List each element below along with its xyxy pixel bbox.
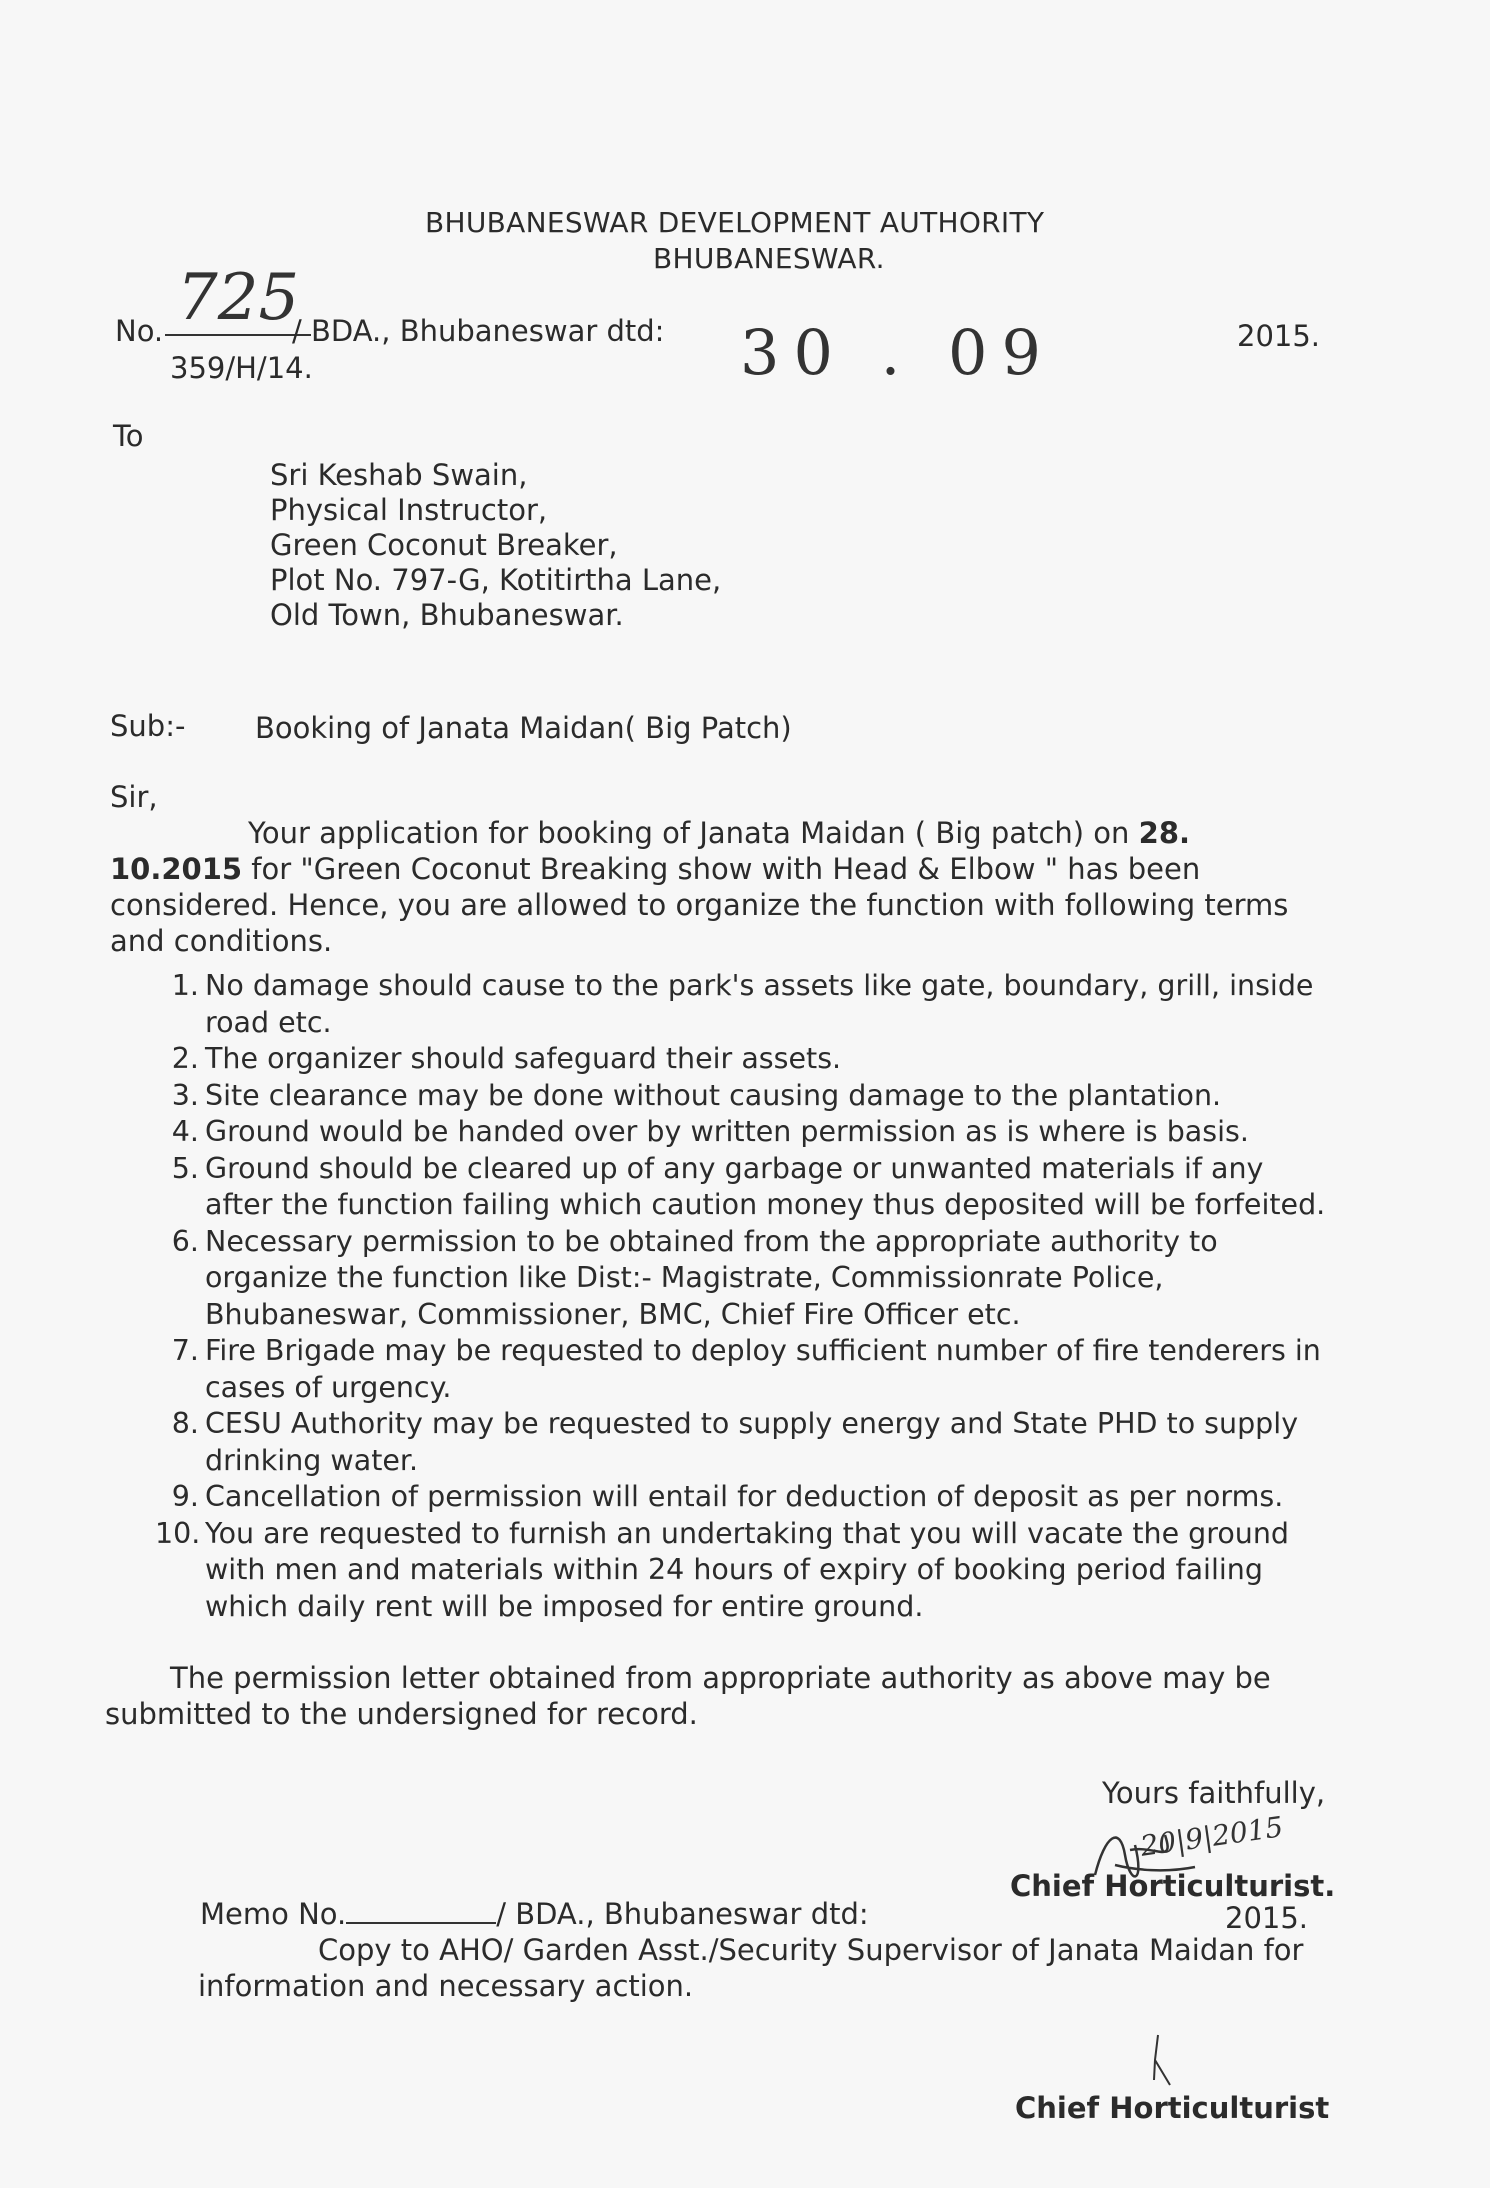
recipient-line: Plot No. 797-G, Kotitirtha Lane, xyxy=(270,563,722,597)
list-item xyxy=(155,1224,1335,1334)
list-text: Cancellation of permission will entail for deduction of deposit as per norms. xyxy=(205,1480,1284,1513)
list-number: 4. xyxy=(171,1115,199,1148)
list-number: 10. xyxy=(155,1516,201,1550)
intro-paragraph xyxy=(110,815,1320,959)
ref-no-suffix: / BDA., Bhubaneswar dtd: xyxy=(292,314,665,348)
memo-number-blank xyxy=(346,1896,496,1924)
memo-year: 2015. xyxy=(1225,1901,1309,1935)
list-number: 9. xyxy=(171,1480,199,1513)
org-name: BHUBANESWAR DEVELOPMENT AUTHORITY xyxy=(425,206,1045,239)
signatory-title: Chief Horticulturist. xyxy=(1010,1869,1336,1903)
memo-copy-text: Copy to AHO/ Garden Asst./Security Supervisor of Janata Maidan for information and necessary action. xyxy=(198,1933,1304,2003)
list-item xyxy=(155,1151,1335,1224)
list-text: Site clearance may be done without causing damage to the plantation. xyxy=(205,1078,1222,1112)
ref-no-label: No. xyxy=(115,314,164,348)
recipient-line: Old Town, Bhubaneswar. xyxy=(270,598,624,632)
list-text: Fire Brigade may be requested to deploy sufficient number of fire tenderers in cases of urgency. xyxy=(205,1334,1321,1404)
list-number: 7. xyxy=(171,1334,199,1367)
subject-text: Booking of Janata Maidan( Big Patch) xyxy=(255,711,792,745)
list-item xyxy=(155,968,1335,1041)
memo-line xyxy=(200,1896,869,1932)
list-text: You are requested to furnish an undertaking that you will vacate the ground with men and materials within 24 hours of expiry of booking period failing which daily rent will be imposed for entire ground. xyxy=(205,1516,1290,1623)
list-text: The organizer should safeguard their assets. xyxy=(205,1042,842,1075)
list-number: 5. xyxy=(171,1151,199,1185)
to-label: To xyxy=(113,419,144,453)
memo-suffix: / BDA., Bhubaneswar dtd: xyxy=(496,1897,869,1931)
list-item xyxy=(155,1516,1335,1626)
conditions-list xyxy=(155,968,1335,1625)
date-handwritten: 30 . 09 xyxy=(740,316,1055,389)
list-text: No damage should cause to the park's assets like gate, boundary, grill, inside road etc. xyxy=(205,969,1314,1039)
closing-paragraph: The permission letter obtained from appropriate authority as above may be submitted to the undersigned for record. xyxy=(105,1661,1271,1731)
list-number: 8. xyxy=(171,1407,199,1440)
org-city: BHUBANESWAR. xyxy=(653,242,885,275)
memo-prefix: Memo No. xyxy=(200,1897,347,1931)
event-date: 28. 10.2015 xyxy=(110,816,1191,886)
footer-signatory: Chief Horticulturist xyxy=(1015,2091,1330,2125)
list-item xyxy=(155,1041,1335,1078)
ref-no-handwritten: 725 xyxy=(165,262,311,336)
signature-date: 20|9|2015 xyxy=(1138,1810,1286,1863)
initial-mark xyxy=(1140,2030,1180,2090)
recipient-line: Sri Keshab Swain, xyxy=(270,458,528,492)
list-text: Necessary permission to be obtained from the appropriate authority to organize the function like Dist:- Magistrate, Commissionrate Police, Bhubaneswar, Commissioner, BMC, Chief Fire Officer etc. xyxy=(205,1224,1218,1331)
intro-text-b: for "Green Coconut Breaking show with Head & Elbow " has been considered. Hence, you are allowed to organize the function with following terms and conditions. xyxy=(110,852,1289,958)
list-item xyxy=(155,1406,1335,1479)
list-text: Ground would be handed over by written permission as is where is basis. xyxy=(205,1115,1249,1148)
list-number: 6. xyxy=(171,1224,199,1258)
ref-year: 2015. xyxy=(1237,319,1321,353)
closing-salutation: Yours faithfully, xyxy=(1102,1776,1326,1810)
intro-text-a: Your application for booking of Janata Maidan ( Big patch) on xyxy=(248,816,1139,850)
recipient-line: Green Coconut Breaker, xyxy=(270,528,618,562)
list-text: Ground should be cleared up of any garbage or unwanted materials if any after the function failing which caution money thus deposited will be forfeited. xyxy=(205,1151,1326,1221)
list-item xyxy=(155,1333,1335,1406)
list-item xyxy=(155,1078,1335,1115)
subject-label: Sub:- xyxy=(110,709,186,743)
salutation: Sir, xyxy=(110,780,158,814)
list-number: 1. xyxy=(171,969,199,1002)
list-item xyxy=(155,1114,1335,1151)
file-number: 359/H/14. xyxy=(170,351,313,385)
list-number: 2. xyxy=(171,1042,199,1075)
list-number: 3. xyxy=(171,1078,199,1112)
recipient-line: Physical Instructor, xyxy=(270,493,548,527)
list-text: CESU Authority may be requested to supply energy and State PHD to supply drinking water. xyxy=(205,1407,1299,1477)
list-item xyxy=(155,1479,1335,1516)
